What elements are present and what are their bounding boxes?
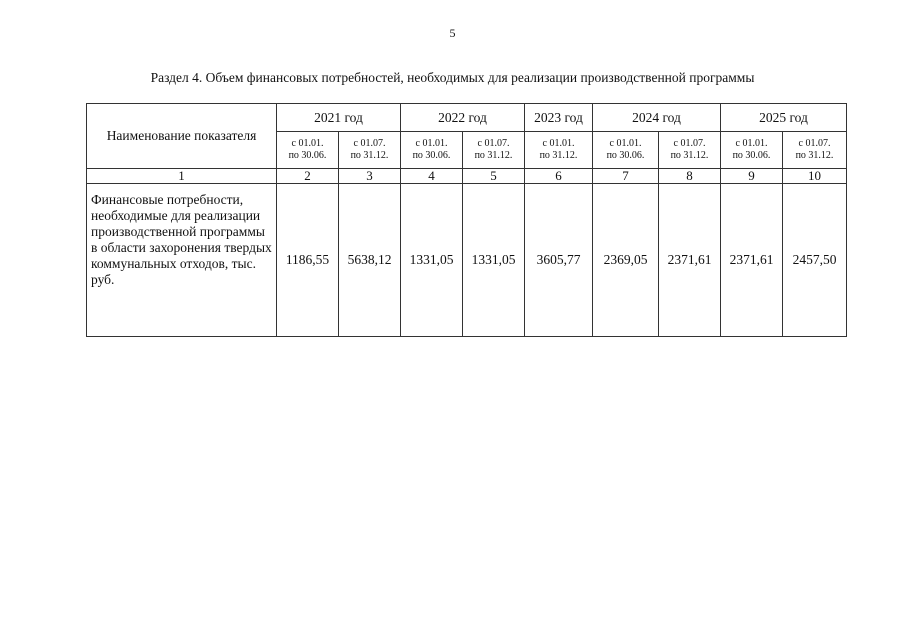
period-cell bbox=[783, 132, 847, 169]
year-header-2021: 2021 год bbox=[277, 104, 401, 132]
value-cell: 5638,12 bbox=[339, 184, 401, 337]
page-number: 5 bbox=[449, 26, 456, 40]
period-cell bbox=[593, 132, 659, 169]
indicator-name: Финансовые потребности, необходимые для реализации производственной программы в области захоронения твердых коммунальных отходов, тыс. руб. bbox=[87, 184, 277, 337]
value-cell: 1331,05 bbox=[463, 184, 525, 337]
value-cell: 2369,05 bbox=[593, 184, 659, 337]
year-header-2024: 2024 год bbox=[593, 104, 721, 132]
period-to: по 30.06. bbox=[412, 150, 451, 161]
period-cell bbox=[721, 132, 783, 169]
year-header-2022: 2022 год bbox=[401, 104, 525, 132]
column-number: 2 bbox=[277, 169, 339, 184]
column-number: 9 bbox=[721, 169, 783, 184]
period-cell bbox=[659, 132, 721, 169]
period-to: по 31.12. bbox=[795, 150, 834, 161]
period-to: по 30.06. bbox=[732, 150, 771, 161]
column-number: 3 bbox=[339, 169, 401, 184]
column-number: 10 bbox=[783, 169, 847, 184]
section-title: Раздел 4. Объем финансовых потребностей, необходимых для реализации производственной программы bbox=[150, 70, 755, 85]
period-from: с 01.07. bbox=[798, 138, 831, 149]
indicator-name-header: Наименование показателя bbox=[87, 104, 277, 169]
year-header-2025: 2025 год bbox=[721, 104, 847, 132]
period-from: с 01.01. bbox=[609, 138, 642, 149]
period-cell bbox=[339, 132, 401, 169]
value-cell: 2371,61 bbox=[659, 184, 721, 337]
period-to: по 31.12. bbox=[474, 150, 513, 161]
period-cell bbox=[525, 132, 593, 169]
period-to: по 31.12. bbox=[539, 150, 578, 161]
period-from: с 01.07. bbox=[477, 138, 510, 149]
column-number: 4 bbox=[401, 169, 463, 184]
column-number: 6 bbox=[525, 169, 593, 184]
column-number: 1 bbox=[87, 169, 277, 184]
period-to: по 31.12. bbox=[350, 150, 389, 161]
column-number: 5 bbox=[463, 169, 525, 184]
period-from: с 01.01. bbox=[735, 138, 768, 149]
value-cell: 2457,50 bbox=[783, 184, 847, 337]
value-cell: 2371,61 bbox=[721, 184, 783, 337]
period-cell bbox=[277, 132, 339, 169]
year-header-row bbox=[87, 104, 847, 132]
value-cell: 1331,05 bbox=[401, 184, 463, 337]
period-from: с 01.01. bbox=[415, 138, 448, 149]
period-from: с 01.07. bbox=[673, 138, 706, 149]
period-from: с 01.01. bbox=[291, 138, 324, 149]
period-from: с 01.07. bbox=[353, 138, 386, 149]
year-header-2023: 2023 год bbox=[525, 104, 593, 132]
period-to: по 31.12. bbox=[670, 150, 709, 161]
period-cell bbox=[401, 132, 463, 169]
period-to: по 30.06. bbox=[288, 150, 327, 161]
period-cell bbox=[463, 132, 525, 169]
period-from: с 01.01. bbox=[542, 138, 575, 149]
period-to: по 30.06. bbox=[606, 150, 645, 161]
table-row bbox=[87, 184, 847, 337]
financial-needs-table bbox=[86, 103, 847, 337]
value-cell: 1186,55 bbox=[277, 184, 339, 337]
value-cell: 3605,77 bbox=[525, 184, 593, 337]
column-number: 8 bbox=[659, 169, 721, 184]
column-number: 7 bbox=[593, 169, 659, 184]
column-number-row bbox=[87, 169, 847, 184]
